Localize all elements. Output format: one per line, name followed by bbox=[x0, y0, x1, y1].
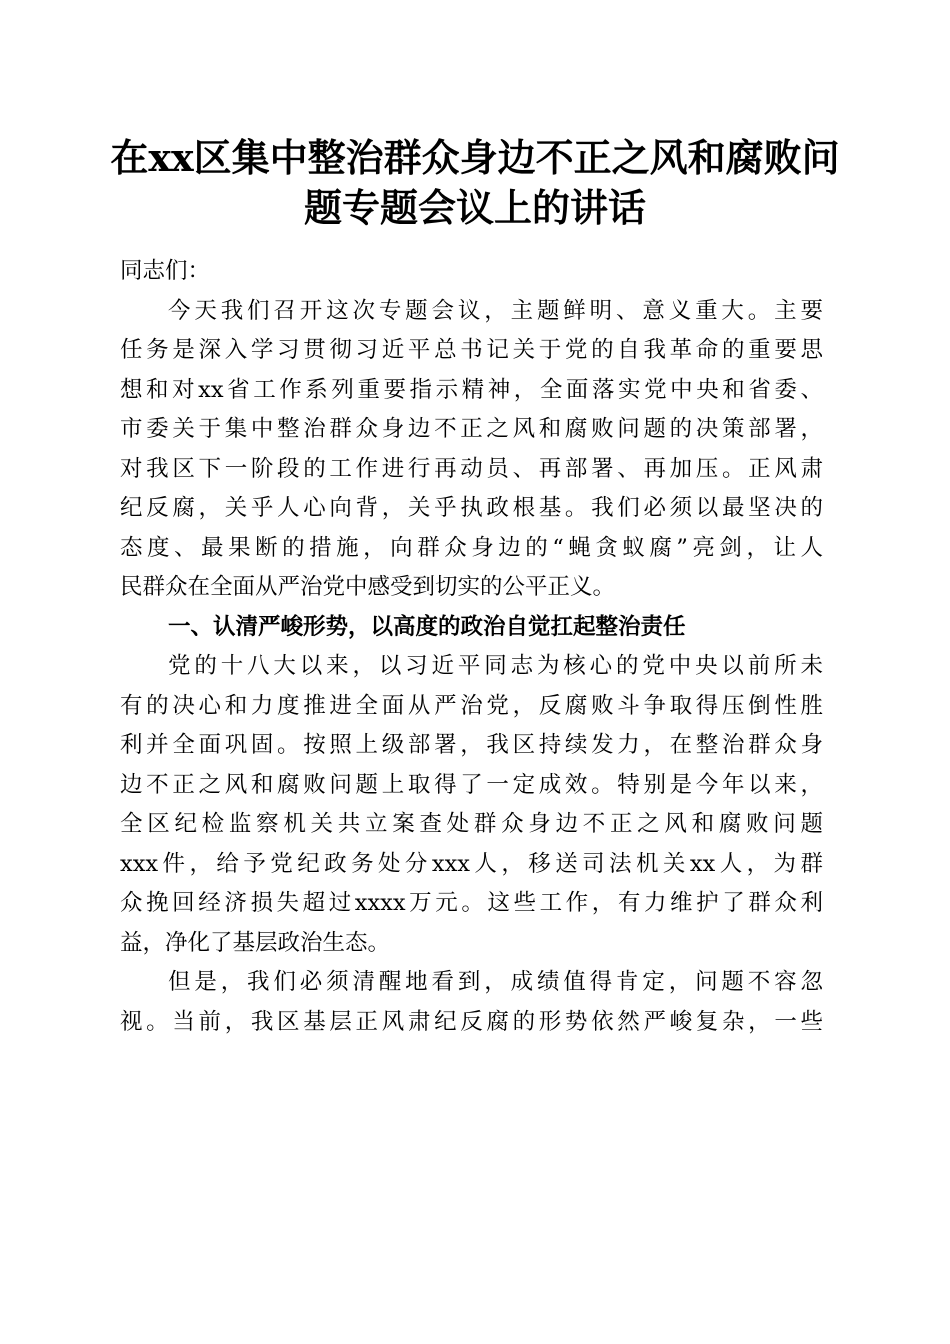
paragraph-line: 想和对xx省工作系列重要指示精神，全面落实党中央和省委、 bbox=[120, 376, 823, 403]
section-heading-1: 一、认清严峻形势，以高度的政治自觉扛起整治责任 bbox=[168, 613, 686, 640]
paragraph-line: 任务是深入学习贯彻习近平总书记关于党的自我革命的重要思 bbox=[120, 337, 823, 363]
paragraph-line: 利并全面巩固。按照上级部署，我区持续发力，在整治群众身 bbox=[120, 732, 823, 758]
paragraph-line: 对我区下一阶段的工作进行再动员、再部署、再加压。正风肃 bbox=[120, 455, 823, 482]
paragraph-line: 党的十八大以来，以习近平同志为核心的党中央以前所未 bbox=[168, 653, 823, 679]
salutation-text: 同志们： bbox=[120, 258, 211, 284]
paragraph-line: 有的决心和力度推进全面从严治党，反腐败斗争取得压倒性胜 bbox=[120, 692, 823, 719]
title-line-2: 题专题会议上的讲话 bbox=[303, 185, 646, 230]
paragraph-intro bbox=[120, 292, 823, 608]
paragraph-line: 今天我们召开这次专题会议，主题鲜明、意义重大。主要 bbox=[168, 297, 823, 324]
paragraph-line: xxx件，给予党纪政务处分xxx人，移送司法机关xx人，为群 bbox=[120, 850, 823, 877]
paragraph-line: 视。当前，我区基层正风肃纪反腐的形势依然严峻复杂，一些 bbox=[120, 1008, 823, 1035]
paragraph-line: 全区纪检监察机关共立案查处群众身边不正之风和腐败问题 bbox=[120, 811, 823, 837]
paragraph-line: 但是，我们必须清醒地看到，成绩值得肯定，问题不容忽 bbox=[168, 969, 823, 995]
paragraph-line: 民群众在全面从严治党中感受到切实的公平正义。 bbox=[120, 574, 616, 600]
title-line-1: 在xx区集中整治群众身边不正之风和腐败问 bbox=[110, 135, 840, 180]
paragraph-line: 态度、最果断的措施，向群众身边的“蝇贪蚁腐”亮剑，让人 bbox=[120, 534, 823, 561]
paragraph-line: 纪反腐，关乎人心向背，关乎执政根基。我们必须以最坚决的 bbox=[120, 495, 823, 521]
paragraph-line: 边不正之风和腐败问题上取得了一定成效。特别是今年以来， bbox=[120, 771, 823, 798]
paragraph-line: 市委关于集中整治群众身边不正之风和腐败问题的决策部署， bbox=[120, 416, 823, 442]
paragraph-problems bbox=[120, 963, 823, 1042]
paragraph-line: 益，净化了基层政治生态。 bbox=[120, 929, 391, 956]
paragraph-line: 众挽回经济损失超过xxxx万元。这些工作，有力维护了群众利 bbox=[120, 890, 823, 916]
document-title bbox=[110, 133, 840, 233]
document-body bbox=[120, 252, 823, 1042]
salutation bbox=[120, 252, 823, 292]
paragraph-achievements bbox=[120, 647, 823, 963]
